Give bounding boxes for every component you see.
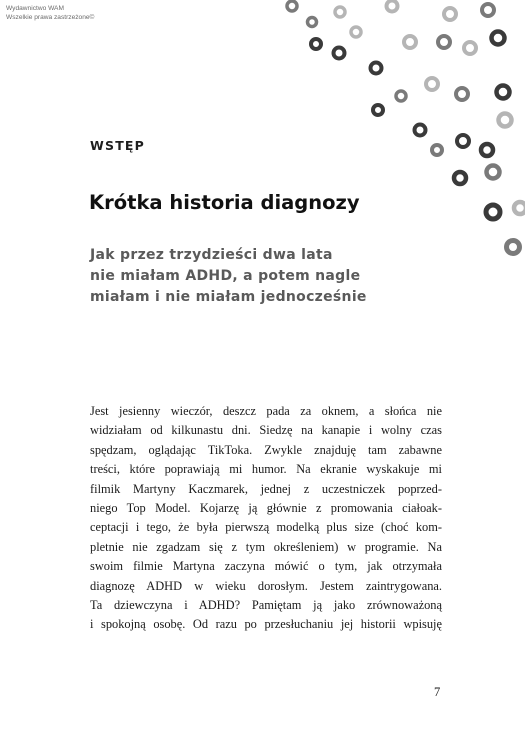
body-line: diagnozę ADHD w wieku dorosłym. Jestem zaintrygowana. [90,578,442,593]
body-paragraph [90,402,442,635]
decorative-ring [308,18,317,27]
body-line: ceptacji i tego, że była pierwszą modelką plus size (choć kom- [90,520,442,535]
subtitle-line: miałam i nie miałam jednocześnie [90,289,367,305]
decorative-ring [444,8,456,20]
publisher-watermark [6,5,94,22]
decorative-ring [404,36,416,48]
decorative-ring [514,202,525,214]
page-number: 7 [434,685,441,699]
subtitle-line: nie miałam ADHD, a potem nagle [90,268,361,284]
watermark-line-publisher: Wydawnictwo WAM [6,5,64,12]
decorative-ring [351,27,361,37]
body-line: Jest jesienny wieczór, deszcz pada za oknem, a słońca nie [90,404,442,418]
decorative-ring [432,145,442,155]
decorative-ring [507,241,520,254]
decorative-ring [334,48,345,59]
decorative-ring [311,39,321,49]
decorative-ring [371,63,382,74]
decorative-ring [335,7,345,17]
body-line: niego Top Model. Kojarzę ją głównie z promowania ciałoak- [90,500,442,515]
body-line: Ta dziewczyna i ADHD? Pamiętam ją jako zrównoważoną [90,597,442,612]
decorative-ring [373,105,383,115]
body-line: filmik Martyny Kaczmarek, jednej z uczestniczek poprzed- [90,481,442,496]
decorative-ring [482,4,494,16]
chapter-title: Krótka historia diagnozy [89,191,360,214]
decorative-ring [396,91,406,101]
chapter-subtitle [90,245,420,308]
decorative-ring [287,1,297,11]
decorative-ring [481,144,493,156]
decorative-ring [454,172,466,184]
decorative-ring [499,114,512,127]
body-line: i spokojną osobę. Od razu po przesłuchaniu jej historii wpisuję [90,617,442,632]
body-line: treści, które poprawiają mi humor. Na ekranie wyskakuje mi [90,462,442,477]
decorative-ring [456,88,468,100]
decorative-ring [486,205,500,219]
watermark-line-rights: Wszelkie prawa zastrzeżone© [6,13,95,21]
decorative-ring [426,78,438,90]
body-line: pletnie nie zgadzam się z tym określeniem) w programie. Na [90,539,442,554]
decorative-ring [487,166,500,179]
body-line: swoim filmie Martyna zaczyna mówić o tym, jak otrzymała [90,559,442,574]
body-line: widziałam od kilkunastu dni. Siedzę na kanapie i wolny czas [90,423,442,438]
decorative-ring [464,42,476,54]
decorative-ring [497,86,510,99]
subtitle-line: Jak przez trzydzieści dwa lata [90,247,333,263]
section-label: WSTĘP [90,138,146,153]
decorative-ring [387,1,398,12]
decorative-ring [457,135,469,147]
decorative-ring [415,125,426,136]
body-line: spędzam, oglądając TikToka. Zwykle znajduję tam zabawne [90,442,442,457]
decorative-ring [492,32,505,45]
decorative-ring [438,36,450,48]
